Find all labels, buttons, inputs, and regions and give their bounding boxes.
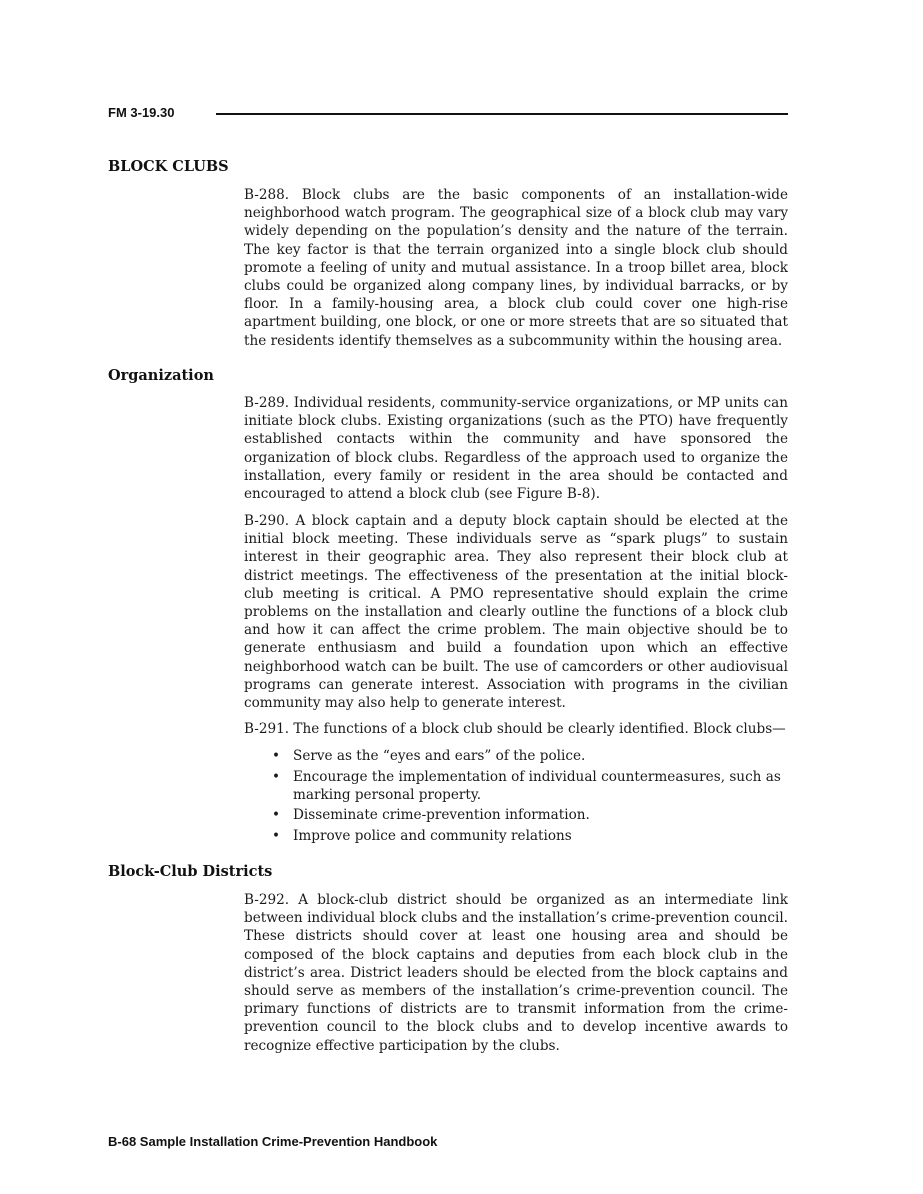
- header-rule: [216, 113, 788, 115]
- heading-block-clubs: BLOCK CLUBS: [108, 158, 229, 175]
- bullet-icon: •: [272, 768, 281, 785]
- paragraph-b288: B-288. Block clubs are the basic components of an installation-wide neighborhood watch program. The geographical size of a block club may vary widely depending on the population’s density and the nature of the terrain. The key factor is that the terrain organized into a single block club should promote a feeling of unity and mutual assistance. In a troop billet area, block clubs could be organized along company lines, by individual barracks, or by floor. In a family-housing area, a block club could cover one high-rise apartment building, one block, or one or more streets that are so situated that the residents identify themselves as a subcommunity within the housing area.: [244, 187, 788, 349]
- list-item: • Disseminate crime-prevention information.: [272, 807, 590, 824]
- heading-organization: Organization: [108, 367, 214, 384]
- block-club-functions-list: [270, 747, 788, 848]
- list-item: • Serve as the “eyes and ears” of the police.: [272, 748, 586, 764]
- list-item: • Encourage the implementation of individual countermeasures, such as marking personal property.: [272, 768, 781, 803]
- heading-block-club-districts: Block-Club Districts: [108, 863, 273, 880]
- bullet-icon: •: [272, 807, 281, 824]
- paragraph-b289: B-289. Individual residents, community-service organizations, or MP units can initiate block clubs. Existing organizations (such as the PTO) have frequently established contacts within the community and have sponsored the organization of block clubs. Regardless of the approach used to organize the installation, every family or resident in the area should be contacted and encouraged to attend a block club (see Figure B-8).: [244, 395, 788, 503]
- bullet-icon: •: [272, 748, 281, 764]
- paragraph-b292: B-292. A block-club district should be organized as an intermediate link between individual block clubs and the installation’s crime-prevention council. These districts should cover at least one housing area and should be composed of the block captains and deputies from each block club in the district’s area. District leaders should be elected from the block captains and should serve as members of the installation’s crime-prevention council. The primary functions of districts are to transmit information from the crime-prevention council to the block clubs and to develop incentive awards to recognize effective participation by the clubs.: [244, 892, 788, 1054]
- running-header: FM 3-19.30: [108, 105, 175, 120]
- paragraph-b291: B-291. The functions of a block club should be clearly identified. Block clubs—: [244, 721, 786, 737]
- bullet-icon: •: [272, 827, 281, 844]
- page-footer: B-68 Sample Installation Crime-Prevention Handbook: [108, 1134, 438, 1149]
- paragraph-b290: B-290. A block captain and a deputy block captain should be elected at the initial block meeting. These individuals serve as “spark plugs” to sustain interest in their geographic area. They also represent their block club at district meetings. The effectiveness of the presentation at the initial block-club meeting is critical. A PMO representative should explain the crime problems on the installation and clearly outline the functions of a block club and how it can affect the crime problem. The main objective should be to generate enthusiasm and build a foundation upon which an effective neighborhood watch can be built. The use of camcorders or other audiovisual programs can generate interest. Association with programs in the civilian community may also help to generate interest.: [244, 513, 788, 712]
- list-item: • Improve police and community relations: [272, 827, 572, 844]
